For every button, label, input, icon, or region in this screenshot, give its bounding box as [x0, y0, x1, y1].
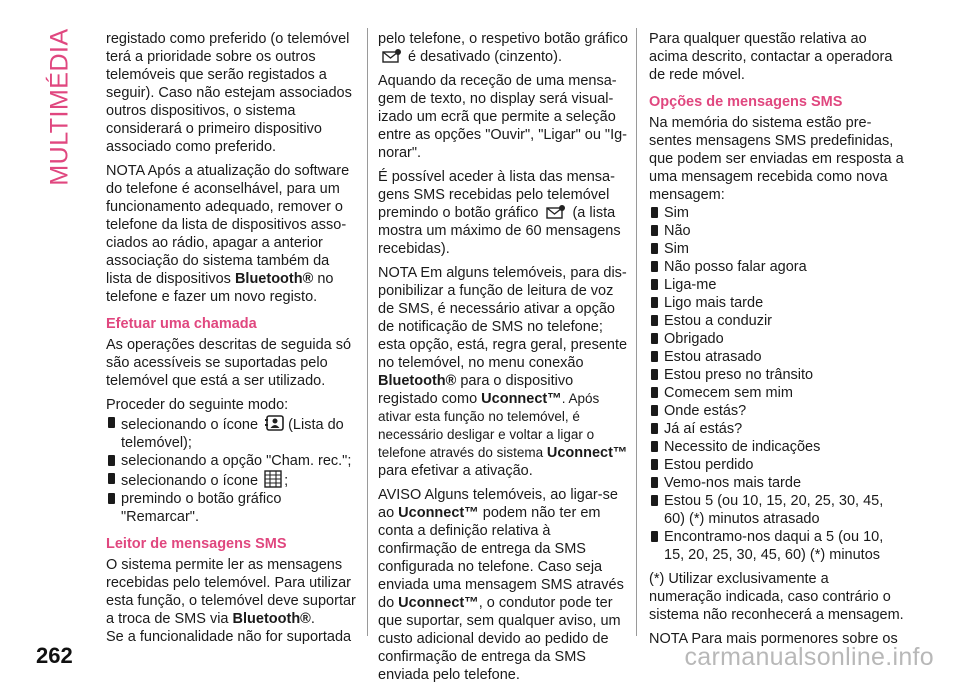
list-item: Ligo mais tarde: [649, 294, 905, 312]
heading-sms-options: Opções de mensagens SMS: [649, 94, 843, 110]
list-item: Onde estás?: [649, 402, 905, 420]
bullet-icon: [651, 387, 658, 398]
bullet-icon: [651, 495, 658, 506]
paragraph: NOTA Após a atualização do software do telefone é aconselhável, para um funcionamento adequado, remover o telefone da lista de dispositivos associados ao rádio, apagar a anterior associação do sistema também da lista de dispositivos Bluetooth® no telefone e fazer um novo registo.: [106, 163, 350, 305]
list-item: Não: [649, 222, 905, 240]
keypad-icon: [264, 470, 282, 488]
bullet-icon: [651, 477, 658, 488]
footer-watermark: carmanualsonline.info: [684, 643, 934, 671]
bullet-icon: [651, 279, 658, 290]
heading-make-call: Efetuar uma chamada: [106, 316, 257, 332]
list-item: selecionando o ícone (Lista do telemóvel);: [106, 414, 356, 452]
bullet-icon: [651, 261, 658, 272]
bullet-icon: [108, 417, 115, 428]
paragraph: Aquando da receção de uma mensagem de texto, no display será visualizado um ecrã que permite a seleção entre as opções "Ouvir", "Ligar" ou "Ignorar".: [378, 73, 628, 161]
list-item: Estou a conduzir: [649, 312, 905, 330]
paragraph: O sistema permite ler as mensagens recebidas pelo telemóvel. Para utilizar esta função, o telemóvel deve suportar a troca de SMS via Bluetooth®.: [106, 557, 356, 627]
paragraph: NOTA Em alguns telemóveis, para disponibilizar a função de leitura de voz de SMS, é necessário ativar a opção de notificação de SMS no telefone; esta opção, está, regra geral, presente no telemóvel, no menu conexão Bluetooth® para o dispositivo registado como Uconnect™. Após ativar esta função no telemóvel, é necessário desligar e voltar a ligar o telefone através do sistema Uconnect™ para efetivar a ativação.: [378, 265, 628, 479]
paragraph: NOTA Para mais pormenores sobre os: [649, 631, 898, 647]
list-item: Vemo-nos mais tarde: [649, 474, 905, 492]
bullet-icon: [651, 423, 658, 434]
list-item: premindo o botão gráfico "Remarcar".: [106, 490, 356, 526]
list-item: Já aí estás?: [649, 420, 905, 438]
sms-icon: [544, 204, 566, 220]
paragraph: AVISO Alguns telemóveis, ao ligar-se ao Uconnect™ podem não ter em conta a definição relativa à confirmação de entrega da SMS configurada no telefone. Caso seja enviada uma mensagem SMS através do Uconnect™, o condutor pode ter que suportar, sem qualquer aviso, um custo adicional devido ao pedido de confirmação de entrega da SMS enviada pelo telefone.: [378, 487, 624, 683]
list-item: Sim: [649, 204, 905, 222]
list-item: Estou perdido: [649, 456, 905, 474]
paragraph: Proceder do seguinte modo:: [106, 397, 289, 413]
bullet-icon: [651, 315, 658, 326]
list-item: Obrigado: [649, 330, 905, 348]
list-item: Comecem sem mim: [649, 384, 905, 402]
paragraph: Na memória do sistema estão presentes mensagens SMS predefinidas, que podem ser enviadas em resposta a uma mensagem recebida como nova mensagem:: [649, 115, 904, 203]
bullet-icon: [108, 493, 115, 504]
column-2: [378, 30, 630, 690]
section-title: [40, 22, 80, 192]
page-number: 262: [36, 643, 73, 668]
heading-sms-reader: Leitor de mensagens SMS: [106, 536, 287, 552]
bullet-icon: [651, 207, 658, 218]
paragraph: É possível aceder à lista das mensagens SMS recebidas pelo telemóvel premindo o botão gráfico (a lista mostra um máximo de 60 mensagens recebidas).: [378, 169, 621, 257]
sms-options-list: [649, 204, 905, 564]
column-3: [649, 30, 905, 654]
list-item: Estou preso no trânsito: [649, 366, 905, 384]
list-item: Não posso falar agora: [649, 258, 905, 276]
list-item: Liga-me: [649, 276, 905, 294]
phonebook-icon: [264, 414, 286, 432]
bullet-icon: [651, 441, 658, 452]
list-item: Estou 5 (ou 10, 15, 20, 25, 30, 45, 60) (*) minutos atrasado: [649, 492, 905, 528]
bullet-icon: [651, 369, 658, 380]
list-item: Estou atrasado: [649, 348, 905, 366]
list-item: selecionando o ícone ;: [106, 470, 356, 490]
paragraph: As operações descritas de seguida só são acessíveis se suportadas pelo telemóvel que está a ser utilizado.: [106, 337, 352, 389]
column-1: [106, 30, 356, 652]
section-title-text: MULTIMÉDIA: [45, 28, 74, 186]
list-item: Necessito de indicações: [649, 438, 905, 456]
paragraph: (*) Utilizar exclusivamente a numeração indicada, caso contrário o sistema não reconhecerá a mensagem.: [649, 571, 904, 623]
column-divider-2: [636, 28, 637, 636]
bullet-icon: [651, 225, 658, 236]
bullet-icon: [651, 351, 658, 362]
paragraph: pelo telefone, o respetivo botão gráfico é desativado (cinzento).: [378, 31, 628, 65]
bullet-icon: [651, 405, 658, 416]
bullet-icon: [108, 473, 115, 484]
bullet-icon: [651, 531, 658, 542]
list-item: selecionando a opção "Cham. rec.";: [106, 452, 356, 470]
bullet-icon: [651, 333, 658, 344]
paragraph: registado como preferido (o telemóvel terá a prioridade sobre os outros telemóveis que serão registados a seguir). Caso não estejam associados outros dispositivos, o sistema considerará o primeiro dispositivo associado como preferido.: [106, 31, 352, 155]
paragraph: Para qualquer questão relativa ao acima descrito, contactar a operadora de rede móvel.: [649, 31, 893, 83]
bullet-icon: [108, 455, 115, 466]
sms-icon: [380, 48, 402, 64]
bullet-icon: [651, 459, 658, 470]
column-divider-1: [367, 28, 368, 636]
bullet-icon: [651, 243, 658, 254]
paragraph: Se a funcionalidade não for suportada: [106, 629, 352, 645]
list-item: Encontramo-nos daqui a 5 (ou 10, 15, 20, 25, 30, 45, 60) (*) minutos: [649, 528, 905, 564]
bullet-icon: [651, 297, 658, 308]
list-item: Sim: [649, 240, 905, 258]
